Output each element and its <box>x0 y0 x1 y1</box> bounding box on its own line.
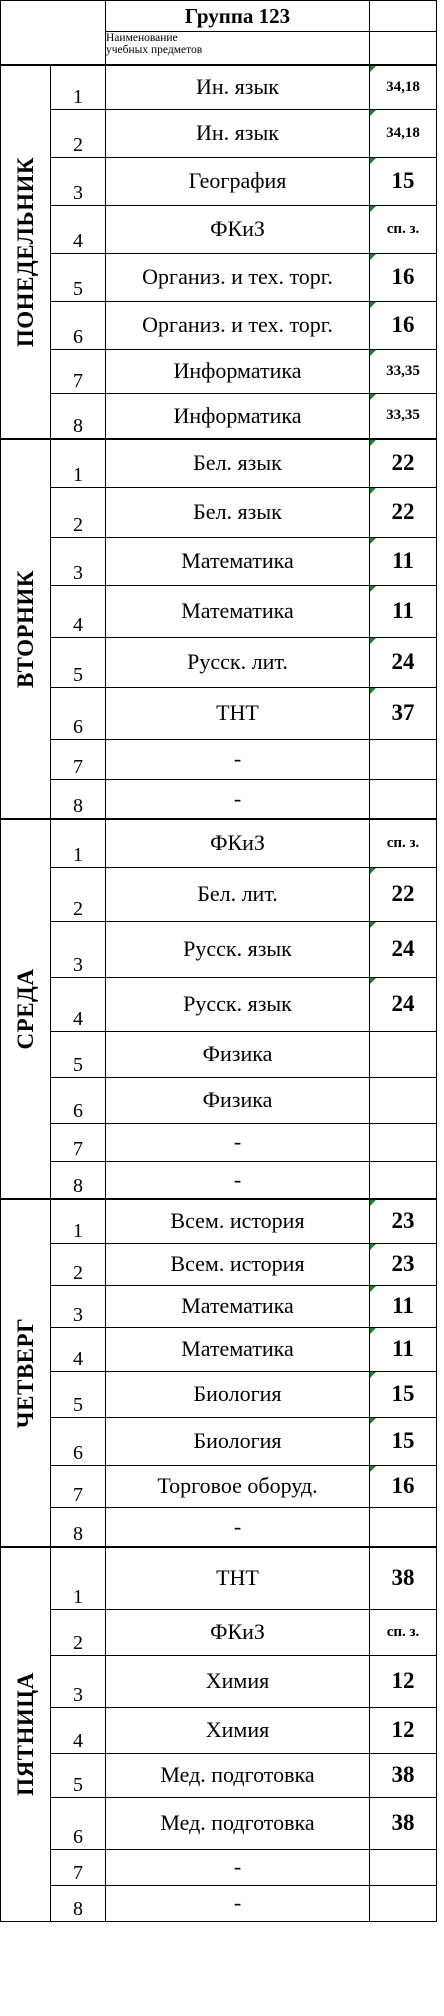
lesson-number: 3 <box>51 157 106 205</box>
subject-cell: ФКиЗ <box>106 205 370 253</box>
subject-cell: Информатика <box>106 349 370 393</box>
lesson-row <box>1 1507 437 1547</box>
lesson-row <box>1 1161 437 1199</box>
subject-cell: Физика <box>106 1031 370 1077</box>
room-cell: 15 <box>370 157 437 205</box>
room-cell: 11 <box>370 585 437 637</box>
lesson-row <box>1 1199 437 1243</box>
subject-cell: Физика <box>106 1077 370 1123</box>
lesson-number: 7 <box>51 739 106 779</box>
lesson-number: 2 <box>51 487 106 537</box>
lesson-number: 5 <box>51 1031 106 1077</box>
subject-cell: Организ. и тех. торг. <box>106 301 370 349</box>
lesson-number: 7 <box>51 349 106 393</box>
lesson-row <box>1 393 437 439</box>
room-cell: 24 <box>370 921 437 977</box>
lesson-number: 5 <box>51 637 106 687</box>
subjects-header-line1: Наименование <box>106 32 178 44</box>
header-corner <box>1 1 106 66</box>
subject-cell: - <box>106 739 370 779</box>
lesson-number: 7 <box>51 1849 106 1885</box>
subjects-header <box>106 32 370 66</box>
subject-cell: География <box>106 157 370 205</box>
room-cell <box>370 1031 437 1077</box>
lesson-number: 1 <box>51 439 106 487</box>
lesson-number: 2 <box>51 867 106 921</box>
subject-cell: Бел. язык <box>106 487 370 537</box>
room-cell: 38 <box>370 1547 437 1609</box>
subject-cell: ТНТ <box>106 1547 370 1609</box>
room-cell: 15 <box>370 1417 437 1465</box>
room-cell: сп. з. <box>370 819 437 867</box>
lesson-row <box>1 157 437 205</box>
lesson-row <box>1 253 437 301</box>
room-cell: 22 <box>370 867 437 921</box>
lesson-row <box>1 867 437 921</box>
subject-cell: - <box>106 1507 370 1547</box>
lesson-number: 1 <box>51 819 106 867</box>
subject-cell: - <box>106 1123 370 1161</box>
room-cell: 22 <box>370 487 437 537</box>
subject-cell: - <box>106 1885 370 1921</box>
lesson-number: 7 <box>51 1465 106 1507</box>
lesson-number: 4 <box>51 585 106 637</box>
lesson-row <box>1 109 437 157</box>
subject-cell: Математика <box>106 537 370 585</box>
day-cell <box>1 1199 51 1547</box>
room-cell: 38 <box>370 1797 437 1849</box>
room-cell: 38 <box>370 1753 437 1797</box>
lesson-number: 3 <box>51 1285 106 1327</box>
room-cell <box>370 779 437 819</box>
room-cell: 22 <box>370 439 437 487</box>
room-cell: 16 <box>370 1465 437 1507</box>
lesson-number: 8 <box>51 1507 106 1547</box>
room-cell: 24 <box>370 977 437 1031</box>
subject-cell: Ин. язык <box>106 109 370 157</box>
day-name: ПЯТНИЦА <box>12 1672 38 1797</box>
subject-cell: Химия <box>106 1707 370 1753</box>
header-room-cell-2 <box>370 32 437 66</box>
lesson-row <box>1 1707 437 1753</box>
room-cell <box>370 1885 437 1921</box>
lesson-row <box>1 1123 437 1161</box>
lesson-number: 6 <box>51 1417 106 1465</box>
room-cell: 12 <box>370 1655 437 1707</box>
lesson-number: 1 <box>51 65 106 109</box>
room-cell <box>370 1849 437 1885</box>
room-cell: 16 <box>370 301 437 349</box>
lesson-row <box>1 1031 437 1077</box>
room-cell: 11 <box>370 1285 437 1327</box>
room-cell <box>370 739 437 779</box>
lesson-number: 2 <box>51 1609 106 1655</box>
subject-cell: Мед. подготовка <box>106 1797 370 1849</box>
room-cell: 12 <box>370 1707 437 1753</box>
lesson-number: 5 <box>51 1753 106 1797</box>
room-cell: 23 <box>370 1199 437 1243</box>
subject-cell: Биология <box>106 1417 370 1465</box>
lesson-number: 4 <box>51 205 106 253</box>
subject-cell: - <box>106 1849 370 1885</box>
day-name: ВТОРНИК <box>12 570 38 688</box>
room-cell <box>370 1077 437 1123</box>
lesson-number: 1 <box>51 1547 106 1609</box>
lesson-number: 4 <box>51 977 106 1031</box>
room-cell: 33,35 <box>370 349 437 393</box>
lesson-number: 3 <box>51 537 106 585</box>
lesson-row <box>1 687 437 739</box>
lesson-row <box>1 1465 437 1507</box>
subject-cell: Ин. язык <box>106 65 370 109</box>
day-cell <box>1 65 51 439</box>
room-cell: 37 <box>370 687 437 739</box>
lesson-row <box>1 921 437 977</box>
subject-cell: ФКиЗ <box>106 819 370 867</box>
lesson-row <box>1 1797 437 1849</box>
lesson-number: 3 <box>51 1655 106 1707</box>
lesson-row <box>1 819 437 867</box>
schedule-body <box>1 1 437 1922</box>
room-cell: 16 <box>370 253 437 301</box>
day-cell <box>1 439 51 819</box>
lesson-number: 6 <box>51 687 106 739</box>
lesson-row <box>1 585 437 637</box>
room-cell: 33,35 <box>370 393 437 439</box>
day-cell <box>1 1547 51 1921</box>
subject-cell: - <box>106 1161 370 1199</box>
day-name: ЧЕТВЕРГ <box>12 1317 38 1429</box>
lesson-row <box>1 439 437 487</box>
lesson-number: 6 <box>51 1077 106 1123</box>
subject-cell: - <box>106 779 370 819</box>
lesson-number: 8 <box>51 1885 106 1921</box>
room-cell: 34,18 <box>370 109 437 157</box>
subject-cell: Организ. и тех. торг. <box>106 253 370 301</box>
lesson-number: 4 <box>51 1707 106 1753</box>
lesson-row <box>1 205 437 253</box>
lesson-row <box>1 349 437 393</box>
day-cell <box>1 819 51 1199</box>
lesson-row <box>1 1371 437 1417</box>
subject-cell: Информатика <box>106 393 370 439</box>
lesson-row <box>1 1609 437 1655</box>
header-room-cell <box>370 1 437 32</box>
subject-cell: Мед. подготовка <box>106 1753 370 1797</box>
lesson-number: 3 <box>51 921 106 977</box>
subject-cell: Торговое оборуд. <box>106 1465 370 1507</box>
lesson-row <box>1 301 437 349</box>
room-cell: сп. з. <box>370 205 437 253</box>
subject-cell: Биология <box>106 1371 370 1417</box>
subject-cell: Математика <box>106 585 370 637</box>
group-title: Группа 123 <box>106 1 370 32</box>
subject-cell: Бел. язык <box>106 439 370 487</box>
lesson-number: 8 <box>51 393 106 439</box>
lesson-number: 6 <box>51 1797 106 1849</box>
room-cell: сп. з. <box>370 1609 437 1655</box>
lesson-row <box>1 1885 437 1921</box>
lesson-row <box>1 1243 437 1285</box>
subject-cell: Математика <box>106 1285 370 1327</box>
lesson-row <box>1 739 437 779</box>
subject-cell: Бел. лит. <box>106 867 370 921</box>
lesson-row <box>1 65 437 109</box>
subject-cell: Химия <box>106 1655 370 1707</box>
room-cell: 15 <box>370 1371 437 1417</box>
lesson-number: 2 <box>51 109 106 157</box>
room-cell <box>370 1507 437 1547</box>
subject-cell: Всем. история <box>106 1243 370 1285</box>
room-cell: 11 <box>370 537 437 585</box>
lesson-row <box>1 1285 437 1327</box>
lesson-number: 8 <box>51 1161 106 1199</box>
lesson-number: 6 <box>51 301 106 349</box>
subject-cell: Всем. история <box>106 1199 370 1243</box>
subject-cell: Математика <box>106 1327 370 1371</box>
lesson-row <box>1 779 437 819</box>
subjects-header-line2: учебных предметов <box>106 44 203 56</box>
day-name: ПОНЕДЕЛЬНИК <box>12 156 38 348</box>
lesson-row <box>1 1655 437 1707</box>
lesson-row <box>1 1547 437 1609</box>
lesson-row <box>1 1417 437 1465</box>
lesson-number: 8 <box>51 779 106 819</box>
room-cell <box>370 1161 437 1199</box>
lesson-row <box>1 977 437 1031</box>
lesson-row <box>1 1753 437 1797</box>
lesson-row <box>1 1327 437 1371</box>
subject-cell: Русск. лит. <box>106 637 370 687</box>
subject-cell: ФКиЗ <box>106 1609 370 1655</box>
room-cell <box>370 1123 437 1161</box>
room-cell: 23 <box>370 1243 437 1285</box>
lesson-row <box>1 637 437 687</box>
lesson-number: 5 <box>51 1371 106 1417</box>
room-cell: 11 <box>370 1327 437 1371</box>
lesson-number: 1 <box>51 1199 106 1243</box>
lesson-row <box>1 537 437 585</box>
lesson-number: 7 <box>51 1123 106 1161</box>
lesson-row <box>1 1849 437 1885</box>
room-cell: 34,18 <box>370 65 437 109</box>
lesson-number: 2 <box>51 1243 106 1285</box>
subject-cell: ТНТ <box>106 687 370 739</box>
lesson-number: 5 <box>51 253 106 301</box>
lesson-row <box>1 1077 437 1123</box>
lesson-number: 4 <box>51 1327 106 1371</box>
subject-cell: Русск. язык <box>106 977 370 1031</box>
day-name: СРЕДА <box>12 968 38 1050</box>
lesson-row <box>1 487 437 537</box>
room-cell: 24 <box>370 637 437 687</box>
subject-cell: Русск. язык <box>106 921 370 977</box>
header-row <box>1 1 437 32</box>
